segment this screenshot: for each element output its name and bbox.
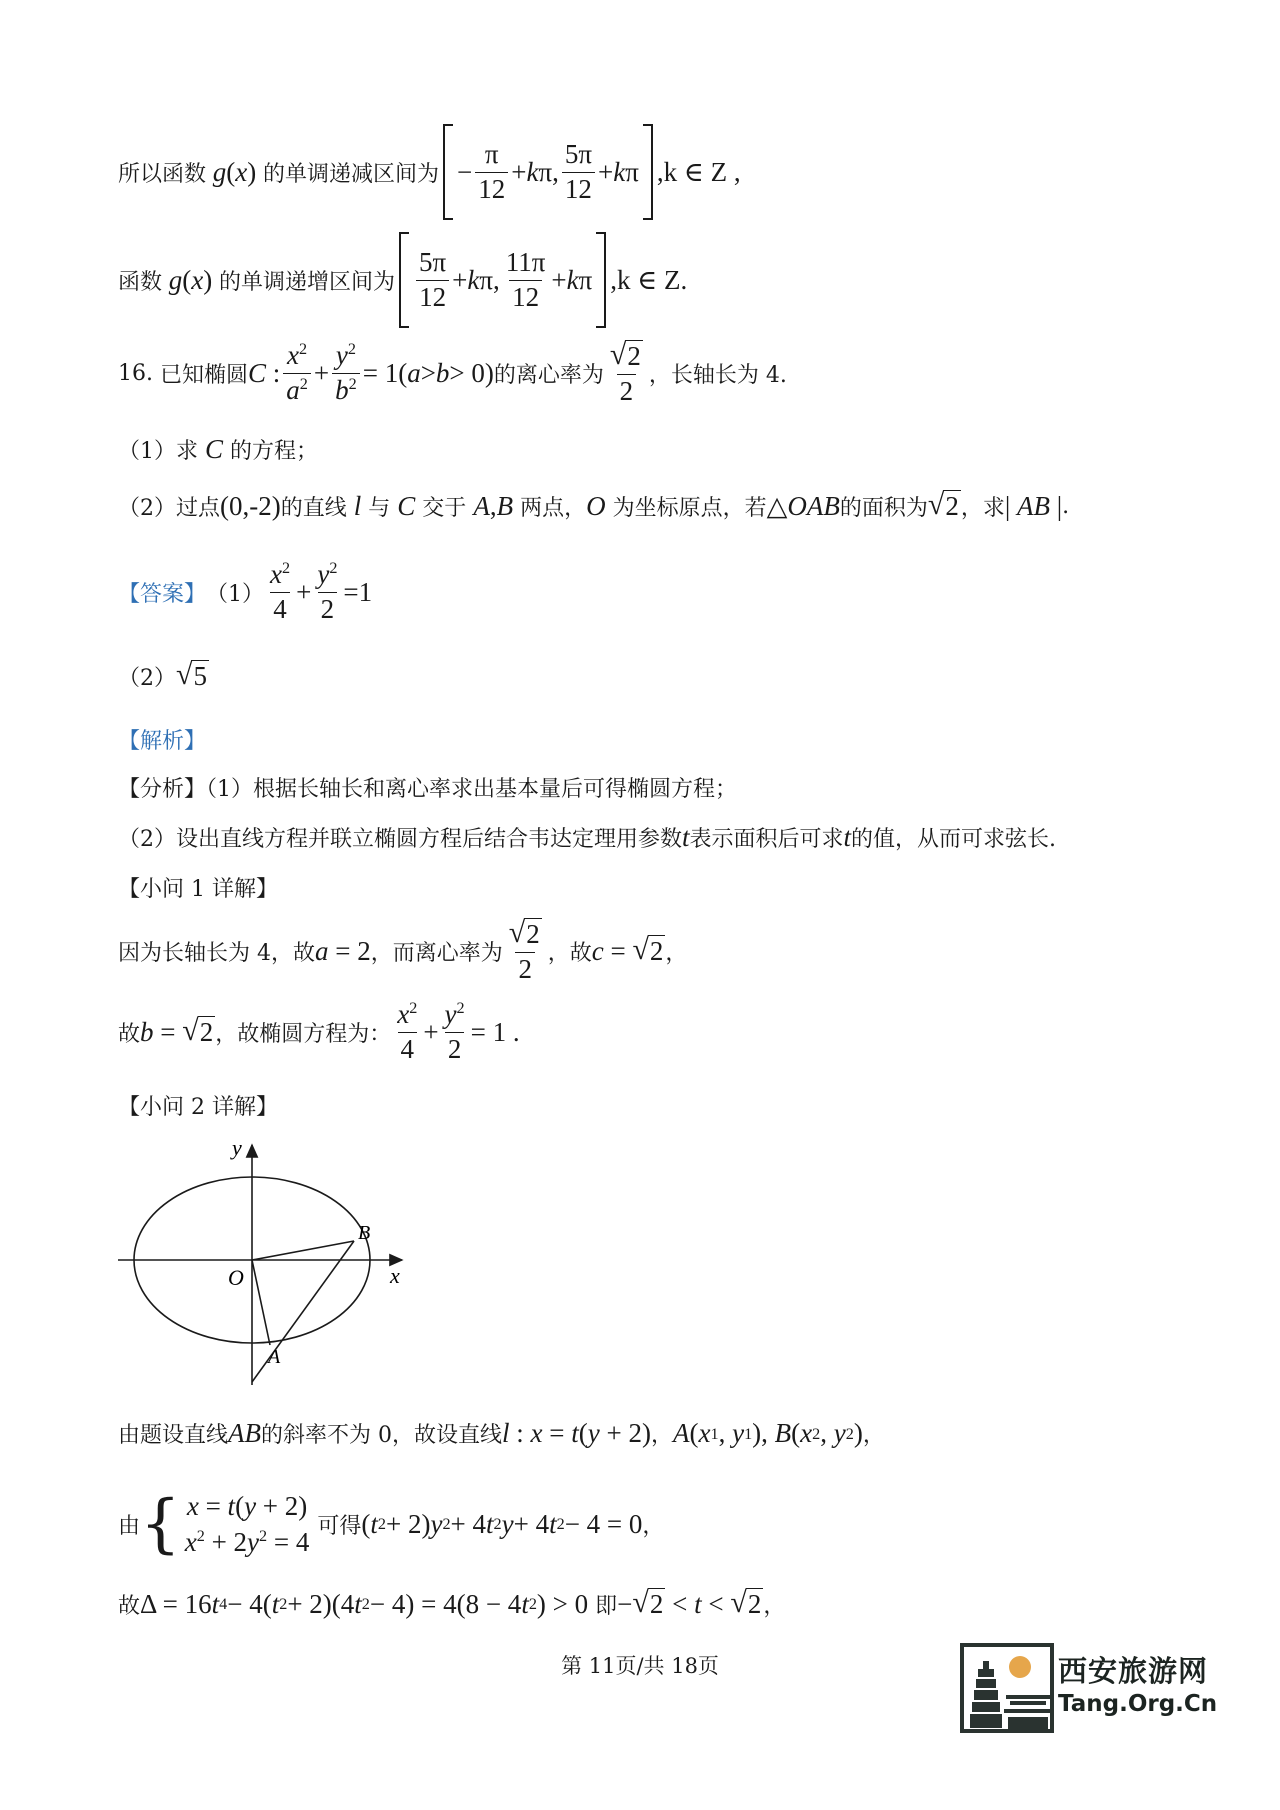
answer-part-2: （2） bbox=[118, 665, 176, 691]
analysis-tag bbox=[118, 724, 206, 755]
math-ab: AB bbox=[228, 1418, 262, 1448]
label-o: O bbox=[228, 1265, 244, 1290]
q2-text: （2）过点 bbox=[118, 495, 220, 521]
math-ab: A bbox=[473, 490, 490, 521]
ellipse-result: $\frac{x^2}{4}$ + $\frac{y^2}{2}$ = 1 . bbox=[397, 999, 520, 1064]
line-decreasing-interval bbox=[118, 124, 741, 220]
problem-number: 16. bbox=[118, 360, 153, 386]
sol-text: ， bbox=[665, 940, 688, 966]
detail-line-1: 由题设直线 AB 的斜率不为 0，故设直线 l : x = t ( y + 2) ， A ( x 1 , y 1 ), B ( x 2 , y 2 ) ， bbox=[118, 1418, 885, 1448]
sol-text: 故 bbox=[118, 1593, 141, 1619]
sol-text: ，故椭圆方程为： bbox=[215, 1021, 392, 1047]
sol-text: 由题设直线 bbox=[118, 1423, 229, 1448]
q2-text: 与 bbox=[368, 495, 391, 521]
fenxi-text: 【分析】（1）根据长轴长和离心率求出基本量后可得椭圆方程； bbox=[118, 777, 737, 802]
math-gx: g ( x ) bbox=[212, 156, 263, 187]
q2-text: 两点， bbox=[520, 495, 587, 521]
eccentricity: √ 2 2 bbox=[609, 338, 641, 407]
heading-text: 【小问 2 详解】 bbox=[118, 1095, 278, 1120]
sol-text: 可得 bbox=[317, 1513, 362, 1539]
site-logo[interactable] bbox=[960, 1643, 1260, 1733]
stem-text: 已知椭圆 bbox=[160, 362, 249, 388]
detail-line-3: 故 Δ = 16 t 4 − 4( t 2 + 2)(4 t 2 − 4) = 4(8 − 4 t 2 ) > 0 即 − √ 2 < t < √ 2 ， bbox=[118, 1586, 786, 1619]
math-t: t bbox=[843, 822, 852, 852]
math-ecc: √ 2 2 bbox=[508, 916, 540, 985]
sol-text: 故 bbox=[118, 1021, 141, 1047]
math-c: C bbox=[205, 434, 224, 464]
math-l: l bbox=[353, 490, 362, 521]
fenxi-text: （2）设出直线方程并联立椭圆方程后结合韦达定理用参数 bbox=[118, 827, 682, 852]
sqrt-5: √ 5 bbox=[176, 658, 207, 691]
line-eq: l : x = t ( y + 2) bbox=[502, 1418, 651, 1448]
math-comma: , bbox=[489, 490, 497, 521]
question-2 bbox=[118, 490, 1069, 522]
quadratic: ( t 2 + 2) y 2 + 4 t 2 y + 4 t 2 − 4 = 0 bbox=[361, 1508, 643, 1539]
sol1-line2 bbox=[118, 1000, 520, 1064]
point-coords: (0,-2) bbox=[220, 490, 281, 521]
sol-text: 的斜率不为 0，故设直线 bbox=[261, 1423, 503, 1448]
answer-equation: $\frac{x^2}{4}$ + $\frac{y^2}{2}$ =1 bbox=[270, 559, 373, 624]
q2-end: . bbox=[1062, 493, 1070, 519]
sqrt-2: √ 2 bbox=[927, 488, 959, 521]
heading-text: 【小问 1 详解】 bbox=[118, 877, 278, 902]
math-gx: g ( x ) bbox=[168, 264, 219, 295]
text-mid: 的单调递增区间为 bbox=[219, 269, 396, 295]
abs-ab: | AB | bbox=[1004, 490, 1063, 521]
q2-text: ，求 bbox=[960, 495, 1005, 521]
segment-oa bbox=[252, 1260, 270, 1345]
label-b: B bbox=[358, 1222, 371, 1244]
label-y: y bbox=[232, 1135, 242, 1160]
math-a-eq-2: a = 2 bbox=[315, 935, 371, 966]
segment-ob bbox=[252, 1241, 354, 1260]
sol1-line1 bbox=[118, 918, 687, 985]
text-mid: 的单调递减区间为 bbox=[263, 161, 440, 187]
discriminant: Δ = 16 t 4 − 4( t 2 + 2)(4 t 2 − 4) = 4(8 − 4 t 2 ) > 0 bbox=[140, 1588, 589, 1619]
analysis-label: 【解析】 bbox=[118, 729, 207, 754]
q1-text-end: 的方程； bbox=[230, 439, 319, 464]
left-brace: { bbox=[140, 1487, 181, 1562]
k-in-z: ,k ∈ Z , bbox=[656, 156, 741, 187]
math-interval-dec: − $\frac{\pi}{12}$ + k π, $\frac{5\pi}{12}$ + k π bbox=[439, 124, 657, 220]
fenxi-text: 的值，从而可求弦长. bbox=[851, 827, 1057, 852]
math-c: C bbox=[397, 490, 416, 521]
t-range: − √ 2 < t < √ 2 bbox=[617, 1586, 762, 1619]
problem-16-stem bbox=[118, 340, 787, 407]
label-a: A bbox=[268, 1346, 281, 1368]
line-increasing-interval bbox=[118, 232, 687, 328]
triangle-oab: △ OAB bbox=[766, 490, 840, 521]
ellipse-figure bbox=[110, 1135, 420, 1395]
text-prefix: 函数 bbox=[118, 269, 163, 295]
stem-text: 的离心率为 bbox=[493, 362, 604, 388]
fenxi-text: 表示面积后可求 bbox=[689, 827, 844, 852]
math-t: t bbox=[682, 822, 690, 852]
math-c-val: c = √ 2 bbox=[591, 933, 664, 967]
sol-text: 由 bbox=[118, 1513, 141, 1539]
answer-2 bbox=[118, 660, 209, 692]
sub-question-2-heading bbox=[118, 1090, 278, 1121]
sol-text: 因为长轴长为 4，故 bbox=[118, 940, 315, 966]
fenxi-2 bbox=[118, 822, 1056, 853]
math-b-val: b = √ 2 bbox=[140, 1014, 214, 1048]
label-x: x bbox=[390, 1263, 400, 1288]
logo-title: 西安旅游网 bbox=[1058, 1654, 1209, 1688]
q2-text: 的面积为 bbox=[839, 495, 928, 521]
detail-line-2: 由 { x = t(y + 2) $x^2 + 2y^2 = 4$ 可得 ( t 2 + 2) y 2 + 4 t 2 y + 4 t 2 − 4 = 0 ， bbox=[118, 1487, 665, 1562]
equation-system: x = t(y + 2) $x^2 + 2y^2 = 4$ bbox=[184, 1491, 310, 1558]
math-b: B bbox=[496, 490, 514, 521]
sub-question-1-heading bbox=[118, 872, 278, 903]
answer-tag: 【答案】 bbox=[118, 581, 207, 607]
sol-text: ，故 bbox=[547, 940, 592, 966]
text-prefix: 所以函数 bbox=[118, 161, 207, 187]
answer-part-1: （1） bbox=[206, 581, 265, 607]
logo-url: Tang.Org.Cn bbox=[1058, 1691, 1218, 1717]
math-interval-inc: $\frac{5\pi}{12}$ + k π, $\frac{11\pi}{12}$ + k π bbox=[395, 232, 610, 328]
answer-1 bbox=[118, 560, 372, 624]
sol-text: 即 bbox=[595, 1593, 618, 1619]
k-in-z: ,k ∈ Z. bbox=[610, 264, 688, 295]
math-o: O bbox=[586, 490, 606, 521]
q2-text: 的直线 bbox=[280, 495, 347, 521]
ellipse-equation: C : $\frac{x^2}{a^2}$ + $\frac{y^2}{b^2}$ = 1( a > b > 0) bbox=[248, 340, 494, 405]
page-footer: 第 11页/共 18页 bbox=[561, 1654, 719, 1678]
q2-text: 为坐标原点，若 bbox=[612, 495, 767, 521]
q1-text: （1）求 bbox=[118, 439, 198, 464]
sol-text: ，而离心率为 bbox=[370, 940, 503, 966]
q2-text: 交于 bbox=[422, 495, 467, 521]
fenxi-1 bbox=[118, 772, 737, 803]
points-ab: A ( x 1 , y 1 ), B ( x 2 , y 2 ) bbox=[673, 1418, 863, 1448]
stem-text: ，长轴长为 4. bbox=[648, 362, 787, 388]
question-1 bbox=[118, 434, 318, 465]
